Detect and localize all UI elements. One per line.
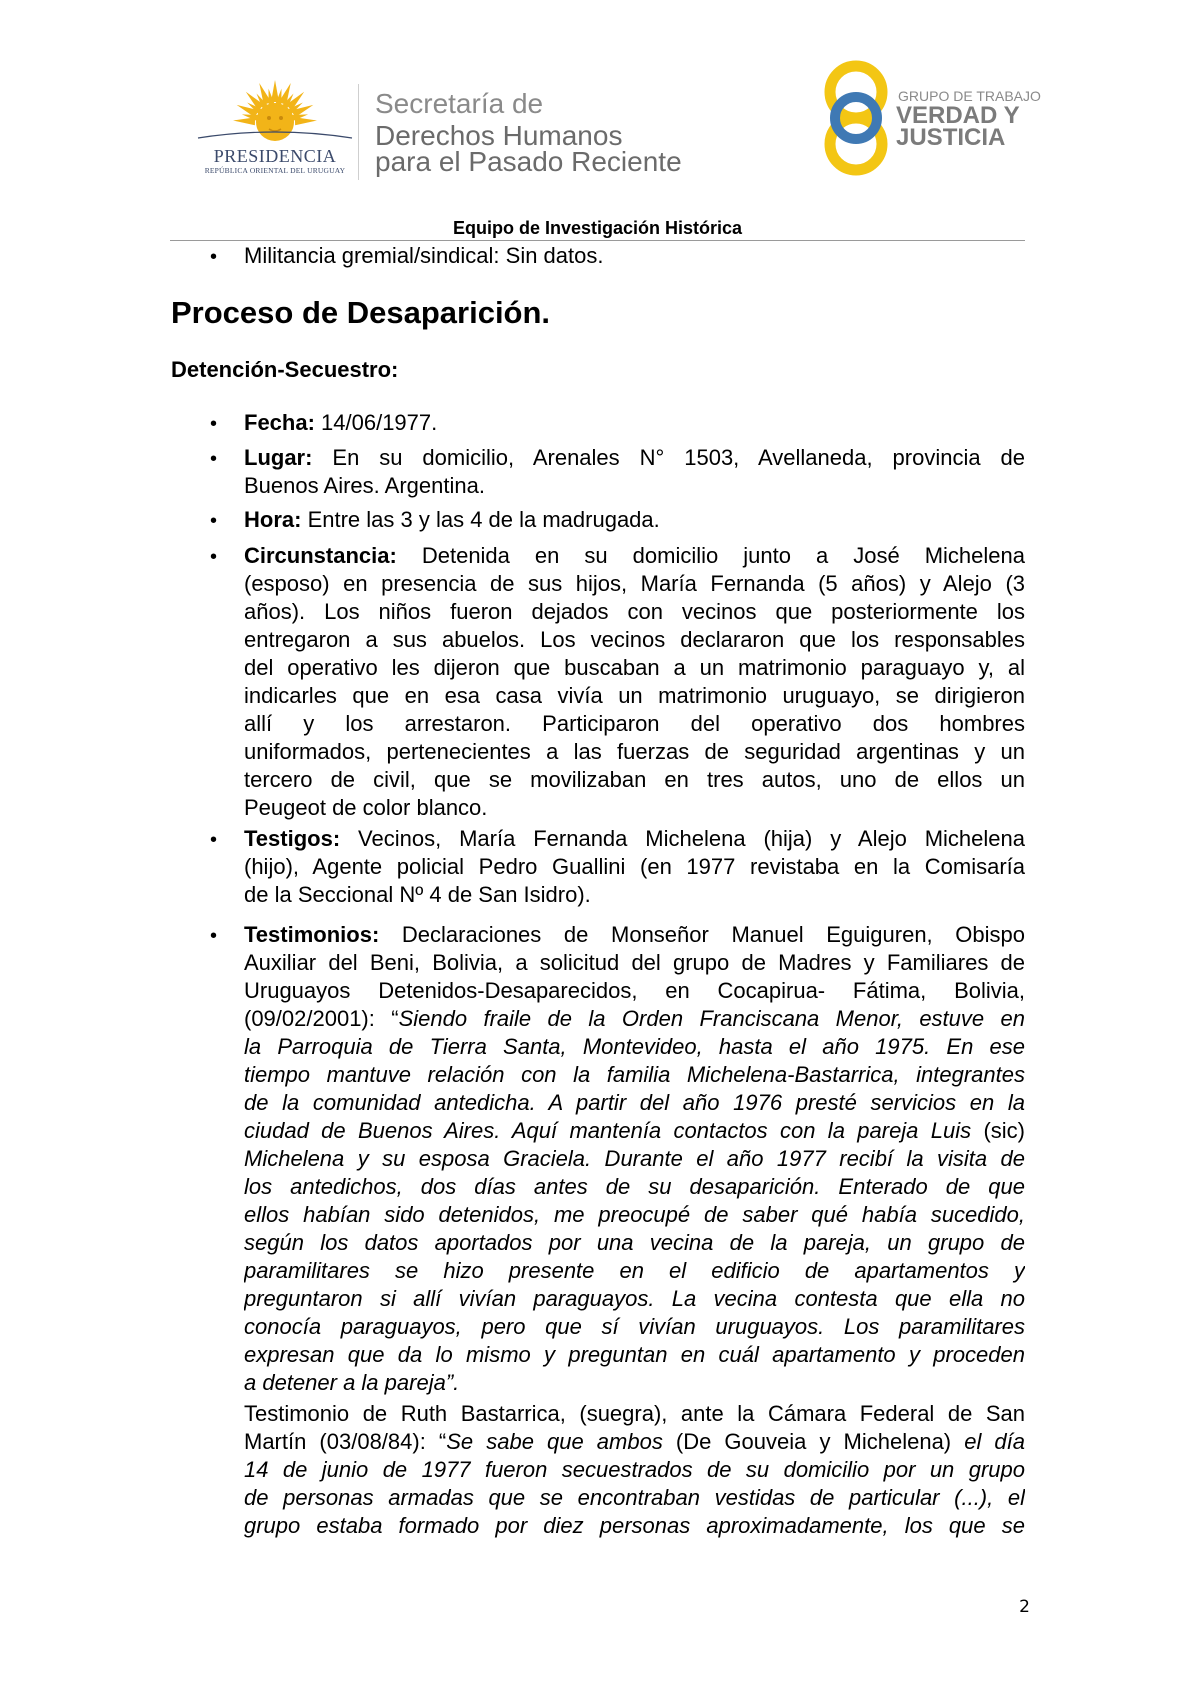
testigos-line: de la Seccional Nº 4 de San Isidro). [244,882,591,907]
testigos-label: Testigos: [244,826,341,851]
circunstancia-line: uniformados, pertenecientes a las fuerzas de seguridad argentinas y un [244,739,1025,764]
lugar-line-1: En su domicilio, Arenales N° 1503, Avellaneda, provincia de [312,445,1025,470]
testimonios-line-italic: Siendo fraile de la Orden Franciscana Menor, estuve en [398,1006,1025,1031]
testimonios-item [244,921,1025,1397]
testimonios-line: Declaraciones de Monseñor Manuel Eguiguren, Obispo [379,922,1025,947]
circunstancia-line: Detenida en su domicilio junto a José Michelena [396,543,1025,568]
ruth-testimony [244,1400,1025,1540]
testigos-line: Vecinos, María Fernanda Michelena (hija) y Alejo Michelena [340,826,1025,851]
ruth-line-2-normal-2: (De Gouveia y Michelena) [662,1429,965,1454]
presidencia-sublabel: REPÚBLICA ORIENTAL DEL URUGUAY [204,166,346,175]
testimonios-quote-line: a detener a la pareja”. [244,1370,460,1395]
header-rule [170,240,1025,241]
circunstancia-item [244,542,1025,822]
circunstancia-line: Peugeot de color blanco. [244,795,488,820]
bullet-icon: • [210,546,218,568]
fecha-label: Fecha: [244,410,315,435]
subsection-title: Detención-Secuestro: [171,357,399,382]
hora-item [244,506,1025,534]
bullet-icon: • [210,925,218,947]
lugar-label: Lugar: [244,445,313,470]
testimonios-quote-line: paramilitares se hizo presente en el edificio de apartamentos y [244,1258,1025,1283]
bullet-icon: • [210,413,218,435]
hora-value: Entre las 3 y las 4 de la madrugada. [301,507,660,532]
secretaria-line-3: para el Pasado Reciente [375,146,682,177]
circunstancia-line: del operativo les dijeron que buscaban a un matrimonio paraguayo y, al [244,655,1025,680]
testimonios-quote-line: preguntaron si allí vivían paraguayos. La vecina contesta que ella no [244,1286,1025,1311]
testimonios-label: Testimonios: [244,922,380,947]
bullet-icon: • [210,510,218,532]
ruth-line-2-italic-2: el día [964,1429,1025,1454]
testimonios-sic: (sic) [971,1118,1025,1143]
logo-divider [358,84,359,180]
testigos-item [244,825,1025,909]
testimonios-quote-line: ciudad de Buenos Aires. Aquí mantenía contactos con la pareja Luis [244,1118,972,1143]
testimonios-line-normal: (09/02/2001): “ [244,1006,399,1031]
testimonios-line: Auxiliar del Beni, Bolivia, a solicitud del grupo de Madres y Familiares de [244,950,1025,975]
testigos-line: (hijo), Agente policial Pedro Guallini (en 1977 revistaba en la Comisaría [244,854,1025,879]
testimonios-quote-line: expresan que da lo mismo y preguntan en cuál apartamento y proceden [244,1342,1025,1367]
bullet-icon: • [210,246,218,268]
testimonios-quote-line: Michelena y su esposa Graciela. Durante el año 1977 recibí la visita de [244,1146,1025,1171]
ruth-line-1: Testimonio de Ruth Bastarrica, (suegra), ante la Cámara Federal de San [244,1401,1025,1426]
presidencia-label: PRESIDENCIA [213,146,337,166]
circunstancia-line: años). Los niños fueron dejados con vecinos que posteriormente los [244,599,1025,624]
testimonios-quote-line: los antedichos, dos días antes de su desaparición. Enterado de que [244,1174,1025,1199]
ruth-line-2-normal: Martín (03/08/84): “ [244,1429,447,1454]
testimonios-quote-line: la Parroquia de Tierra Santa, Montevideo, hasta el año 1975. En ese [244,1034,1025,1059]
secretaria-line-1: Secretaría de [375,88,544,119]
gtvj-line-1: GRUPO DE TRABAJO [898,88,1041,104]
lugar-item [244,444,1025,500]
ruth-quote-line: de personas armadas que se encontraban vestidas de particular (...), el [244,1485,1025,1510]
ruth-line-2-italic: Se sabe que ambos [446,1429,663,1454]
bullet-icon: • [210,448,218,470]
testimonios-quote-line: según los datos aportados por una vecina de la pareja, un grupo de [244,1230,1025,1255]
hora-label: Hora: [244,507,302,532]
circunstancia-line: indicarles que en esa casa vivía un matrimonio uruguayo, se dirigieron [244,683,1025,708]
circunstancia-line: (esposo) en presencia de sus hijos, María Fernanda (5 años) y Alejo (3 [244,571,1025,596]
testimonios-quote-line: ellos habían sido detenidos, me preocupé de saber qué había sucedido, [244,1202,1025,1227]
circunstancia-line: allí y los arrestaron. Participaron del operativo dos hombres [244,711,1025,736]
lugar-line-2: Buenos Aires. Argentina. [244,473,485,498]
page-number: 2 [1019,1597,1030,1617]
testimonios-quote-line: de la comunidad antedicha. A partir del año 1976 presté servicios en la [244,1090,1025,1115]
gtvj-line-3: JUSTICIA [896,124,1006,151]
circunstancia-label: Circunstancia: [244,543,397,568]
secretaria-line-2: Derechos Humanos [375,120,623,151]
bullet-icon: • [210,829,218,851]
section-title: Proceso de Desaparición. [171,295,551,330]
circunstancia-line: tercero de civil, que se movilizaban en tres autos, uno de ellos un [244,767,1025,792]
team-header: Equipo de Investigación Histórica [452,218,743,238]
circunstancia-line: entregaron a sus abuelos. Los vecinos declararon que los responsables [244,627,1025,652]
gtvj-line-2: VERDAD Y [896,102,1020,129]
ruth-quote-line: 14 de junio de 1977 fueron secuestrados de su domicilio por un grupo [244,1457,1025,1482]
militancia-item: Militancia gremial/sindical: Sin datos. [244,243,604,268]
testimonios-line: Uruguayos Detenidos-Desaparecidos, en Cocapirua- Fátima, Bolivia, [244,978,1025,1003]
testimonios-quote-line: tiempo mantuve relación con la familia Michelena-Bastarrica, integrantes [244,1062,1025,1087]
testimonios-quote-line: conocía paraguayos, pero que sí vivían uruguayos. Los paramilitares [244,1314,1025,1339]
ruth-quote-line: grupo estaba formado por diez personas aproximadamente, los que se [244,1513,1025,1538]
fecha-item [244,409,1025,437]
fecha-value: 14/06/1977. [314,410,438,435]
